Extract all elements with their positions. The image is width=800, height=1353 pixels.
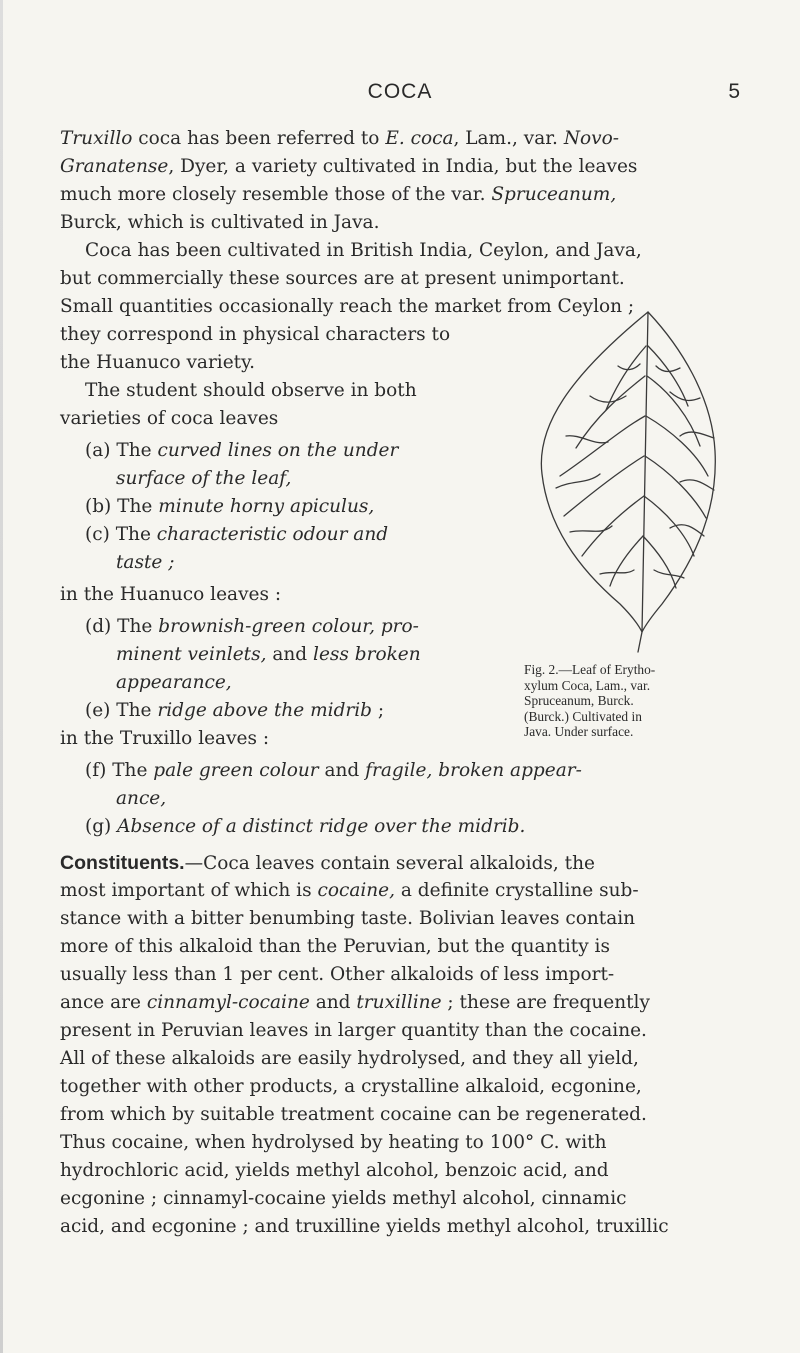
caption-line: Java. Under surface. [524,724,634,739]
caption-line: Spruceanum, Burck. [524,693,634,708]
text-line: ance are cinnamyl-cocaine and truxilline ; these are frequently [60,992,650,1013]
text-line: hydrochloric acid, yields methyl alcohol, benzoic acid, and [60,1160,609,1181]
text-line: stance with a bitter benumbing taste. Bolivian leaves contain [60,908,636,929]
running-title: COCA [367,80,433,103]
text-line: Coca has been cultivated in British India, Ceylon, and Java, [85,240,642,261]
text-line: ecgonine ; cinnamyl-cocaine yields methyl alcohol, cinnamic [60,1188,627,1209]
text-line: Thus cocaine, when hydrolysed by heating to 100° C. with [60,1132,607,1153]
leaf-illustration [530,306,730,656]
caption-line: Fig. 2.—Leaf of Erytho- [524,662,656,677]
text-line: acid, and ecgonine ; and truxilline yields methyl alcohol, truxillic [60,1216,669,1237]
text-line: but commercially these sources are at present unimportant. [60,268,625,289]
section-heading: Constituents. [60,852,185,874]
text-line: varieties of coca leaves [60,408,279,429]
section-heading-line: Constituents.—Coca leaves contain several alkaloids, the [60,852,595,874]
page-number: 5 [728,80,740,103]
list-item-continued: minent veinlets, and less broken [116,644,421,665]
list-item-continued: appearance, [116,672,232,693]
list-item: (f) The pale green colour and fragile, broken appear- [85,760,582,781]
text-line: in the Truxillo leaves : [60,728,270,749]
text-line: together with other products, a crystalline alkaloid, ecgonine, [60,1076,642,1097]
text-line: Truxillo coca has been referred to E. coca, Lam., var. Novo- [60,128,619,149]
list-item-continued: surface of the leaf, [116,468,292,489]
text-line: from which by suitable treatment cocaine can be regenerated. [60,1104,647,1125]
text-line: Granatense, Dyer, a variety cultivated in India, but the leaves [60,156,638,177]
list-item: (e) The ridge above the midrib ; [85,700,385,721]
list-item: (a) The curved lines on the under [85,440,399,461]
text-line: All of these alkaloids are easily hydrolysed, and they all yield, [60,1048,639,1069]
list-item-continued: ance, [116,788,167,809]
list-item-continued: taste ; [116,552,175,573]
caption-line: (Burck.) Cultivated in [524,708,642,724]
page-header [0,80,800,110]
list-item: (c) The characteristic odour and [85,524,389,545]
text-line: The student should observe in both [85,380,417,401]
list-item: (b) The minute horny apiculus, [85,496,375,517]
list-item: (g) Absence of a distinct ridge over the midrib. [85,816,526,837]
text-line: usually less than 1 per cent. Other alkaloids of less import- [60,964,615,985]
text-line: Burck, which is cultivated in Java. [60,212,380,233]
text-line: Small quantities occasionally reach the market from Ceylon ; [60,296,635,317]
text-line: in the Huanuco leaves : [60,584,282,605]
leaf-figure [530,306,730,656]
text-line: present in Peruvian leaves in larger quantity than the cocaine. [60,1020,647,1041]
caption-line: xylum Coca, Lam., var. [524,677,651,693]
text-line: much more closely resemble those of the var. Spruceanum, [60,184,617,205]
list-item: (d) The brownish-green colour, pro- [85,616,419,637]
figure-caption [524,662,746,740]
text-line: they correspond in physical characters to [60,324,451,345]
text-line: most important of which is cocaine, a definite crystalline sub- [60,880,639,901]
text-line: the Huanuco variety. [60,352,255,373]
text-line: more of this alkaloid than the Peruvian, but the quantity is [60,936,610,957]
page-edge [0,0,3,1353]
